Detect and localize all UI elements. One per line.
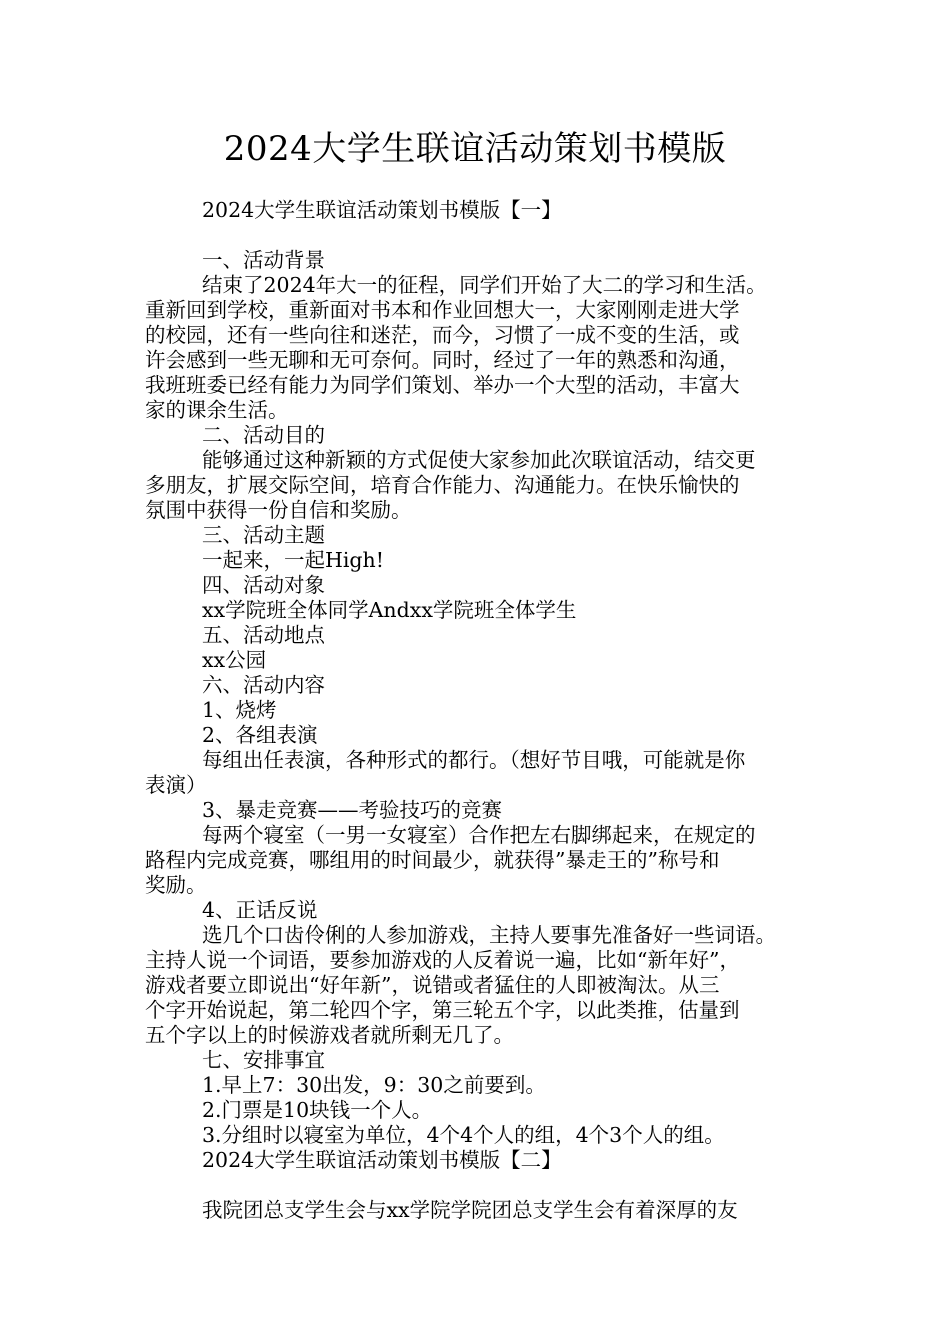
paragraph-line: 奖励。 [145, 873, 207, 897]
section-heading: 2024大学生联谊活动策划书模版【一】 [202, 198, 562, 222]
paragraph-line: 一起来，一起High! [202, 548, 384, 572]
list-item: 4、正话反说 [202, 898, 318, 922]
list-item: 3、暴走竞赛——考验技巧的竞赛 [202, 798, 503, 822]
list-item: 1、烧烤 [202, 698, 277, 722]
paragraph-line: 许会感到一些无聊和无可奈何。同时，经过了一年的熟悉和沟通， [145, 348, 740, 372]
blank-line [145, 1173, 825, 1198]
paragraph-line: 每两个寝室（一男一女寝室）合作把左右脚绑起来，在规定的 [202, 823, 756, 847]
paragraph-line: 五个字以上的时候游戏者就所剩无几了。 [145, 1023, 514, 1047]
paragraph-line: xx公园 [202, 648, 267, 672]
paragraph-line: 路程内完成竞赛，哪组用的时间最少，就获得”暴走王的”称号和 [145, 848, 720, 872]
paragraph-line: 氛围中获得一份自信和奖励。 [145, 498, 412, 522]
heading-content: 六、活动内容 [202, 673, 325, 697]
list-item: 3.分组时以寝室为单位，4个4个人的组，4个3个人的组。 [202, 1123, 725, 1147]
paragraph-line: 能够通过这种新颖的方式促使大家参加此次联谊活动，结交更 [202, 448, 756, 472]
paragraph-line: 主持人说一个词语，要参加游戏的人反着说一遍，比如“新年好”， [145, 948, 740, 972]
paragraph-line: 我班班委已经有能力为同学们策划、举办一个大型的活动，丰富大 [145, 373, 740, 397]
paragraph-line: 家的课余生活。 [145, 398, 289, 422]
document-title: 2024大学生联谊活动策划书模版 [223, 129, 727, 169]
paragraph-line: 每组出任表演，各种形式的都行。（想好节目哦，可能就是你 [202, 748, 746, 772]
list-item: 2.门票是10块钱一个人。 [202, 1098, 433, 1122]
heading-purpose: 二、活动目的 [202, 423, 325, 447]
paragraph-line: 结束了2024年大一的征程，同学们开始了大二的学习和生活。 [202, 273, 767, 297]
list-item: 1.早上7：30出发，9：30之前要到。 [202, 1073, 546, 1097]
paragraph-line: 我院团总支学生会与xx学院学院团总支学生会有着深厚的友 [202, 1198, 738, 1222]
paragraph-line: 重新回到学校，重新面对书本和作业回想大一，大家刚刚走进大学 [145, 298, 740, 322]
blank-line [145, 223, 825, 248]
paragraph-line: xx学院班全体同学Andxx学院班全体学生 [202, 598, 577, 622]
paragraph-line: 表演） [145, 773, 207, 797]
paragraph-line: 个字开始说起，第二轮四个字，第三轮五个字，以此类推，估量到 [145, 998, 740, 1022]
paragraph-line: 游戏者要立即说出“好年新”，说错或者猛住的人即被淘汰。从三 [145, 973, 720, 997]
heading-audience: 四、活动对象 [202, 573, 325, 597]
heading-arrangements: 七、安排事宜 [202, 1048, 325, 1072]
paragraph-line: 选几个口齿伶俐的人参加游戏，主持人要事先准备好一些词语。 [202, 923, 776, 947]
heading-location: 五、活动地点 [202, 623, 325, 647]
heading-theme: 三、活动主题 [202, 523, 325, 547]
document-body [145, 198, 825, 1223]
list-item: 2、各组表演 [202, 723, 318, 747]
heading-background: 一、活动背景 [202, 248, 325, 272]
paragraph-line: 多朋友，扩展交际空间，培育合作能力、沟通能力。在快乐愉快的 [145, 473, 740, 497]
section-heading: 2024大学生联谊活动策划书模版【二】 [202, 1148, 562, 1172]
paragraph-line: 的校园，还有一些向往和迷茫，而今，习惯了一成不变的生活，或 [145, 323, 740, 347]
